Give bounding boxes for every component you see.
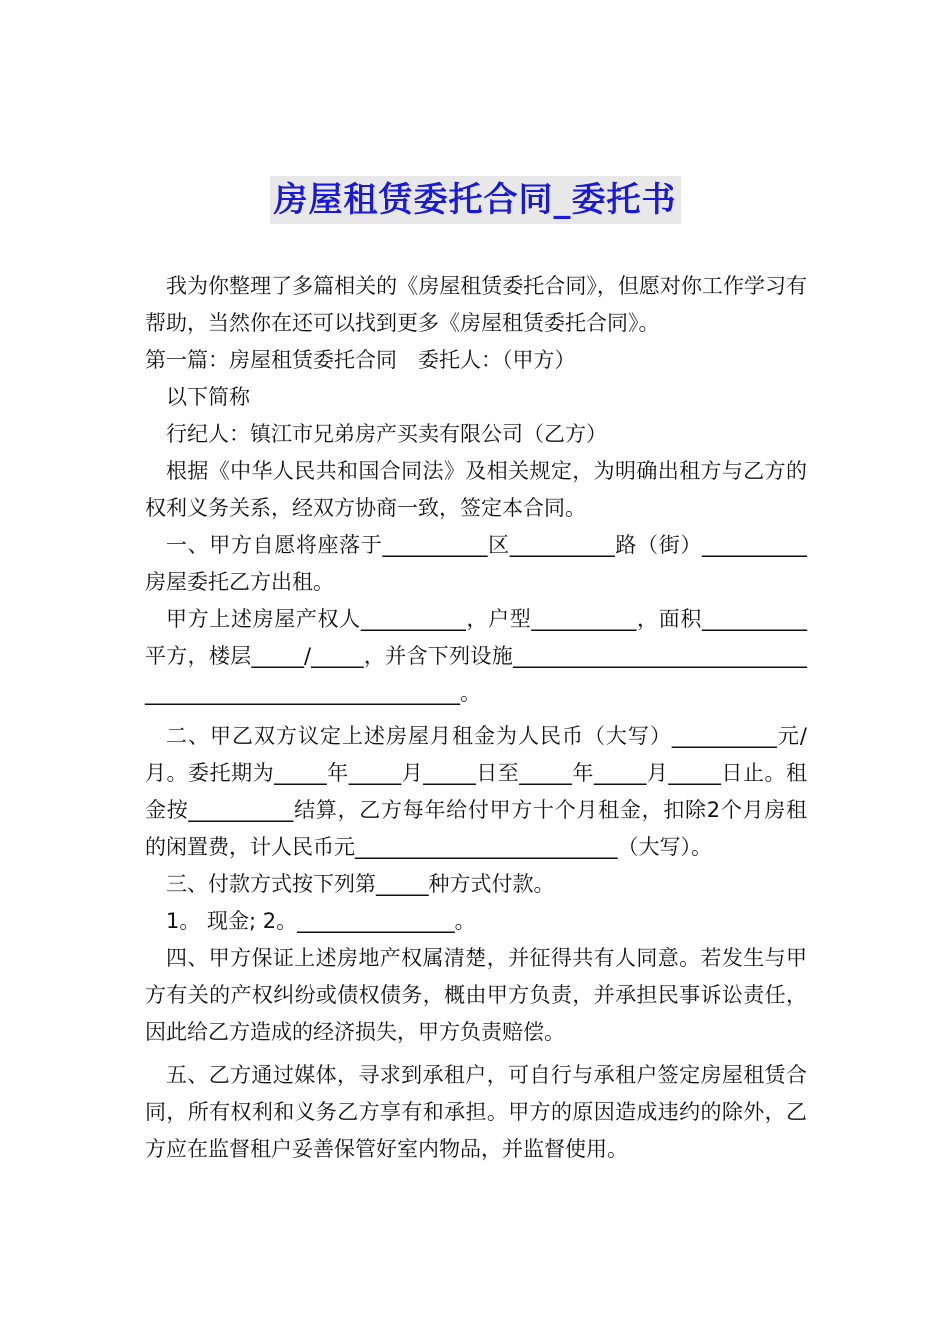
clause-1-details: 甲方上述房屋产权人__________，户型__________，面积__________平方，楼层_____/_____，并含下列设施__________________________________________________________。 bbox=[145, 607, 807, 705]
document-title: 房屋租赁委托合同_委托书 bbox=[270, 176, 681, 224]
title-container bbox=[0, 176, 950, 224]
clause-1: 一、甲方自愿将座落于__________区__________路（街）__________房屋委托乙方出租。 bbox=[145, 533, 807, 594]
clause-4: 四、甲方保证上述房地产权属清楚，并征得共有人同意。若发生与甲方有关的产权纠纷或债权债务，概由甲方负责，并承担民事诉讼责任，因此给乙方造成的经济损失，甲方负责赔偿。 bbox=[145, 946, 807, 1044]
clause-5: 五、乙方通过媒体，寻求到承租户，可自行与承租户签定房屋租赁合同，所有权利和义务乙方享有和承担。甲方的原因造成违约的除外，乙方应在监督租户妥善保管好室内物品，并监督使用。 bbox=[145, 1063, 807, 1161]
section-heading: 第一篇：房屋租赁委托合同 委托人：（甲方） bbox=[145, 348, 576, 372]
clause-2: 二、甲乙双方议定上述房屋月租金为人民币（大写）__________元/月。委托期为_____年_____月_____日至_____年_____月_____日止。租金按__________结算，乙方每年给付甲方十个月租金，扣除2个月房租的闲置费，计人民币元_________________________（大写）。 bbox=[145, 724, 807, 859]
intro-paragraph: 我为你整理了多篇相关的《房屋租赁委托合同》，但愿对你工作学习有帮助，当然你在还可以找到更多《房屋租赁委托合同》。 bbox=[145, 274, 807, 335]
clause-3-options: 1。 现金; 2。_______________。 bbox=[166, 909, 476, 933]
abbreviation-line: 以下简称 bbox=[166, 385, 250, 409]
document-body bbox=[145, 268, 807, 1168]
agent-line: 行纪人：镇江市兄弟房产买卖有限公司（乙方） bbox=[166, 422, 607, 446]
basis-paragraph: 根据《中华人民共和国合同法》及相关规定，为明确出租方与乙方的权利义务关系，经双方协商一致，签定本合同。 bbox=[145, 459, 807, 520]
clause-3: 三、付款方式按下列第_____种方式付款。 bbox=[166, 872, 555, 896]
